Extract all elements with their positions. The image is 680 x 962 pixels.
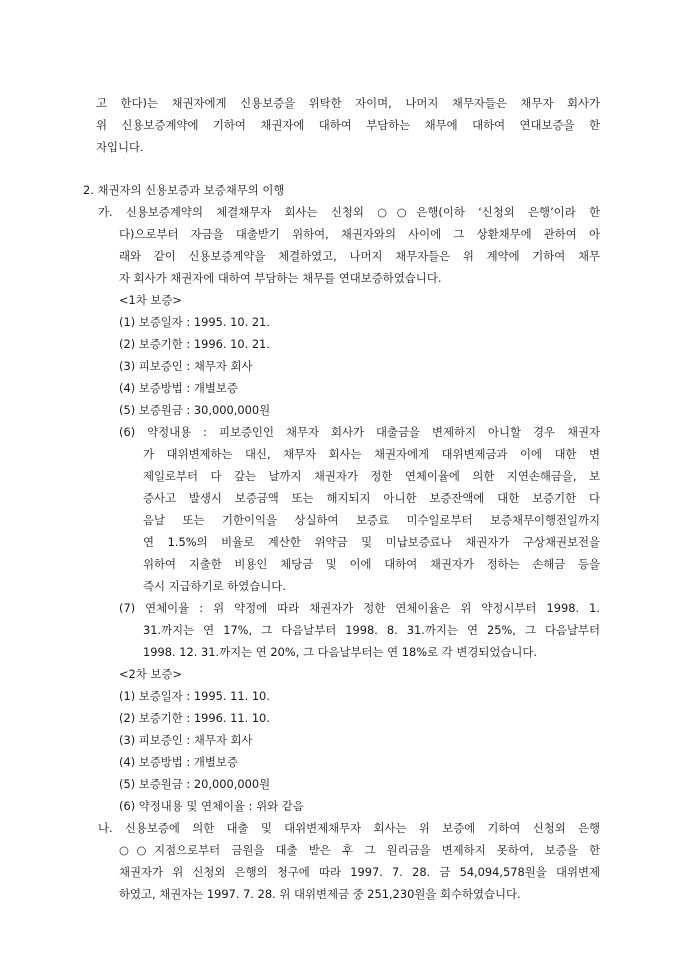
paragraph-ga-line-4: 자 회사가 채권자에 대하여 부담하는 채무를 연대보증하였습니다. — [119, 271, 442, 285]
second-guarantee-item: (6) 약정내용 및 연체이율 : 위와 같음 — [119, 799, 304, 813]
second-guarantee-title: <2차 보증> — [119, 667, 182, 681]
paragraph-ga-line-2: 다)으로부터 자금을 대출받기 위하여, 채권자와의 사이에 그 상환채무에 관하여 아 — [119, 227, 600, 241]
paragraph-na-line-4: 하였고, 채권자는 1997. 7. 28. 위 대위변제금 중 251,230원을 회수하였습니다. — [119, 887, 521, 901]
intro-line-3: 자입니다. — [96, 140, 144, 154]
first-guarantee-item: (1) 보증일자 : 1995. 10. 21. — [119, 315, 270, 329]
item6-line: 연 1.5%의 비율로 계산한 위약금 및 미납보증료나 채권자가 구상채권보전을 — [143, 535, 600, 549]
second-guarantee-item: (2) 보증기한 : 1996. 11. 10. — [119, 711, 270, 725]
first-guarantee-item: (5) 보증원금 : 30,000,000원 — [119, 403, 271, 417]
item6-line: 증사고 발생시 보증금액 또는 해지되지 아니한 보증잔액에 대한 보증기한 다 — [143, 491, 600, 505]
first-guarantee-title: <1차 보증> — [119, 293, 182, 307]
second-guarantee-item: (5) 보증원금 : 20,000,000원 — [119, 777, 271, 791]
item7-line: (7) 연체이율 : 위 약정에 따라 채권자가 정한 연체이율은 위 약정시부터 1998. 1. — [119, 601, 600, 615]
intro-line-1: 고 한다)는 채권자에게 신용보증을 위탁한 자이며, 나머지 채무자들은 채무자 회사가 — [96, 96, 600, 110]
second-guarantee-item: (3) 피보증인 : 채무자 회사 — [119, 733, 253, 747]
item6-line: 제일로부터 다 갚는 날까지 채권자가 정한 연체이율에 의한 지연손해금을, 보 — [143, 469, 600, 483]
paragraph-ga-line-3: 래와 같이 신용보증계약을 체결하였고, 나머지 채무자들은 위 계약에 기하여 채무 — [119, 249, 600, 263]
item6-line: 위하여 지출한 비용인 체당금 및 이에 대하여 채권자가 정하는 손해금 등을 — [143, 557, 600, 571]
first-guarantee-item: (2) 보증기한 : 1996. 10. 21. — [119, 337, 270, 351]
paragraph-na-line-1: 나. 신용보증에 의한 대출 및 대위변제채무자 회사는 위 보증에 기하여 신청외 은행 — [98, 821, 600, 835]
item6-line: 즉시 지급하기로 하였습니다. — [143, 579, 286, 593]
first-guarantee-item: (3) 피보증인 : 채무자 회사 — [119, 359, 253, 373]
second-guarantee-item: (1) 보증일자 : 1995. 11. 10. — [119, 689, 270, 703]
item6-line: 가 대위변제하는 대신, 채무자 회사는 채권자에게 대위변제금과 이에 대한 변 — [143, 447, 600, 461]
item6-line: (6) 약정내용 : 피보증인인 채무자 회사가 대출금을 변제하지 아니할 경우 채권자 — [119, 425, 600, 439]
item6-line: 음날 또는 기한이익을 상실하여 보증료 미수일로부터 보증채무이행전일까지 — [143, 513, 600, 527]
paragraph-na-line-3: 채권자가 위 신청외 은행의 청구에 따라 1997. 7. 28. 금 54,094,578원을 대위변제 — [119, 865, 600, 879]
item7-line: 31.까지는 연 17%, 그 다음날부터 1998. 8. 31.까지는 연 25%, 그 다음날부터 — [143, 623, 600, 637]
intro-line-2: 위 신용보증계약에 기하여 채권자에 대하여 부담하는 채무에 대하여 연대보증을 한 — [96, 118, 600, 132]
section-heading: 2. 채권자의 신용보증과 보증채무의 이행 — [83, 183, 285, 197]
first-guarantee-item: (4) 보증방법 : 개별보증 — [119, 381, 238, 395]
paragraph-na-line-2: ○○지점으로부터 금원을 대출 받은 후 그 원리금을 변제하지 못하여, 보증을 한 — [119, 843, 600, 857]
second-guarantee-item: (4) 보증방법 : 개별보증 — [119, 755, 238, 769]
paragraph-ga-line-1: 가. 신용보증계약의 체결채무자 회사는 신청외 ○○은행(이하 ‘신청외 은행’이라 한 — [98, 205, 600, 219]
item7-line: 1998. 12. 31.까지는 연 20%, 그 다음날부터는 연 18%로 각 변경되었습니다. — [143, 645, 537, 659]
